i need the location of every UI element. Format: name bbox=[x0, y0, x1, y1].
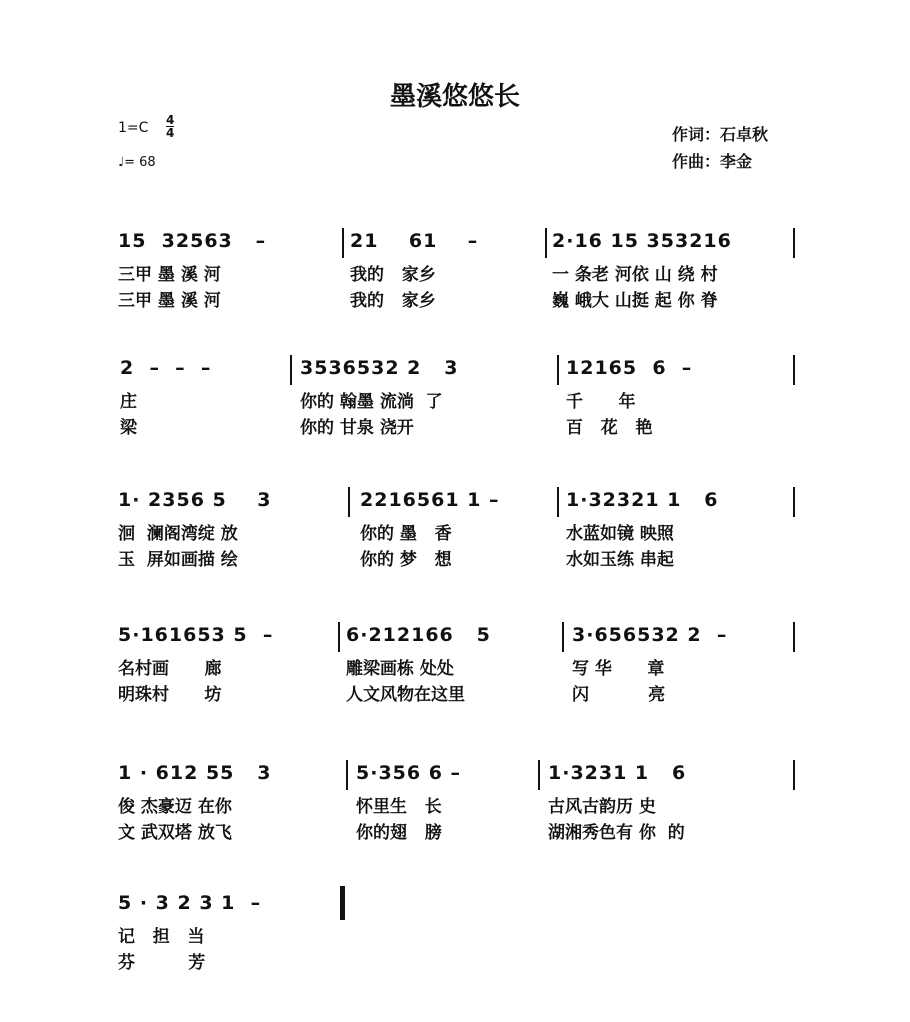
lyric-verse-2: 你的 梦 想 bbox=[360, 550, 452, 570]
lyric-verse-1: 俊 杰豪迈 在你 bbox=[118, 797, 232, 817]
measure-notes: 5 · 3 2 3 1 – bbox=[118, 892, 262, 914]
measure-notes: 1 · 612 55 3 bbox=[118, 762, 272, 784]
measure-notes: 2 – – – bbox=[120, 357, 212, 379]
key-signature: 1=C bbox=[118, 120, 149, 136]
lyric-verse-2: 芬 芳 bbox=[118, 953, 206, 973]
lyric-verse-2: 人文风物在这里 bbox=[346, 685, 465, 705]
measure-notes: 5·161653 5 – bbox=[118, 624, 274, 646]
lyric-verse-1: 千 年 bbox=[566, 392, 636, 412]
measure-notes: 5·356 6 – bbox=[356, 762, 462, 784]
lyric-verse-2: 湖湘秀色有 你 的 bbox=[548, 823, 685, 843]
lyric-verse-1: 名村画 廊 bbox=[118, 659, 222, 679]
measure-notes: 2216561 1 – bbox=[360, 489, 500, 511]
time-signature bbox=[166, 114, 174, 139]
lyric-verse-2: 三甲 墨 溪 河 bbox=[118, 291, 221, 311]
measure-notes: 2·16 15 353216 bbox=[552, 230, 732, 252]
bar-line bbox=[538, 760, 540, 790]
measure-notes: 1·3231 1 6 bbox=[548, 762, 687, 784]
lyric-verse-2: 巍 峨大 山挺 起 你 脊 bbox=[552, 291, 718, 311]
lyric-verse-2: 百 花 艳 bbox=[566, 418, 653, 438]
bar-line bbox=[793, 487, 795, 517]
time-signature-top: 4 bbox=[166, 113, 175, 127]
lyric-verse-1: 你的 墨 香 bbox=[360, 524, 452, 544]
lyric-verse-1: 你的 翰墨 流淌 了 bbox=[300, 392, 443, 412]
lyric-verse-1: 我的 家乡 bbox=[350, 265, 436, 285]
bar-line bbox=[793, 228, 795, 258]
lyric-verse-1: 水蓝如镜 映照 bbox=[566, 524, 674, 544]
lyric-verse-1: 怀里生 长 bbox=[356, 797, 442, 817]
bar-line bbox=[342, 228, 344, 258]
lyric-verse-1: 洄 澜阁湾绽 放 bbox=[118, 524, 238, 544]
bar-line bbox=[338, 622, 340, 652]
measure-notes: 1· 2356 5 3 bbox=[118, 489, 272, 511]
bar-line bbox=[557, 355, 559, 385]
lyric-verse-1: 记 担 当 bbox=[118, 927, 205, 947]
measure-notes: 21 61 – bbox=[350, 230, 479, 252]
measure-notes: 3·656532 2 – bbox=[572, 624, 728, 646]
lyric-verse-2: 文 武双塔 放飞 bbox=[118, 823, 232, 843]
bar-line bbox=[562, 622, 564, 652]
lyric-verse-2: 闪 亮 bbox=[572, 685, 666, 705]
lyric-verse-1: 雕梁画栋 处处 bbox=[346, 659, 454, 679]
bar-line bbox=[793, 355, 795, 385]
lyric-verse-1: 一 条老 河依 山 绕 村 bbox=[552, 265, 718, 285]
bar-line bbox=[793, 622, 795, 652]
lyric-verse-1: 古风古韵历 史 bbox=[548, 797, 656, 817]
measure-notes: 3536532 2 3 bbox=[300, 357, 459, 379]
lyricist-credit: 作词：石卓秋 bbox=[672, 125, 769, 144]
measure-notes: 15 32563 – bbox=[118, 230, 267, 252]
tempo-marking: ♩= 68 bbox=[118, 155, 156, 170]
song-title: 墨溪悠悠长 bbox=[389, 82, 520, 112]
lyric-verse-2: 你的 甘泉 浇开 bbox=[300, 418, 414, 438]
lyric-verse-1: 写 华 章 bbox=[572, 659, 665, 679]
bar-line bbox=[348, 487, 350, 517]
lyric-verse-1: 三甲 墨 溪 河 bbox=[118, 265, 221, 285]
bar-line bbox=[557, 487, 559, 517]
lyric-verse-2: 明珠村 坊 bbox=[118, 685, 222, 705]
lyric-verse-2: 你的翅 膀 bbox=[356, 823, 442, 843]
lyric-verse-2: 水如玉练 串起 bbox=[566, 550, 674, 570]
bar-line bbox=[793, 760, 795, 790]
bar-line bbox=[346, 760, 348, 790]
lyric-verse-2: 玉 屏如画描 绘 bbox=[118, 550, 238, 570]
bar-line bbox=[290, 355, 292, 385]
measure-notes: 12165 6 – bbox=[566, 357, 693, 379]
time-signature-bottom: 4 bbox=[166, 126, 175, 140]
lyric-verse-2: 我的 家乡 bbox=[350, 291, 436, 311]
measure-notes: 6·212166 5 bbox=[346, 624, 491, 646]
lyric-verse-1: 庄 bbox=[120, 392, 137, 412]
final-double-bar bbox=[340, 886, 345, 920]
measure-notes: 1·32321 1 6 bbox=[566, 489, 719, 511]
lyric-verse-2: 梁 bbox=[120, 418, 137, 438]
composer-credit: 作曲：李金 bbox=[672, 152, 753, 171]
bar-line bbox=[545, 228, 547, 258]
